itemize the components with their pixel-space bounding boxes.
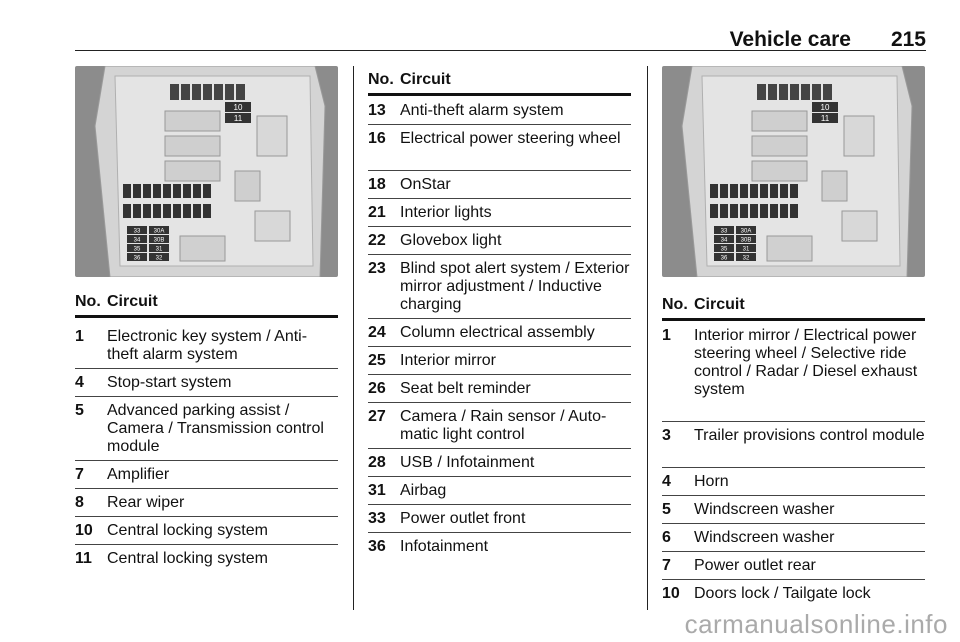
circuit-text: Advanced parking assist / Camera / Transmission control module	[107, 402, 324, 455]
row-divider	[75, 460, 338, 461]
fuse-number: 16	[368, 130, 386, 147]
circuit-text: Electrical power steering wheel	[400, 130, 621, 147]
circuit-text: Electronic key system / Anti-theft alarm system	[107, 328, 308, 363]
circuit-text: Infotainment	[400, 538, 489, 555]
table-header	[75, 291, 338, 318]
row-divider	[368, 346, 631, 347]
row-divider	[368, 504, 631, 505]
fuse-box-figure-left	[75, 66, 338, 277]
row-divider	[662, 421, 925, 422]
row-divider	[368, 448, 631, 449]
row-divider	[75, 516, 338, 517]
circuit-text: Trailer provisions control module	[694, 427, 925, 444]
row-divider	[368, 124, 631, 125]
fuse-number: 6	[662, 529, 671, 546]
header-no: No.	[75, 293, 101, 310]
fuse-table-2	[368, 69, 631, 559]
page-header	[75, 24, 926, 51]
circuit-text: Stop-start system	[107, 374, 232, 391]
fuse-number: 22	[368, 232, 386, 249]
fuse-number: 5	[662, 501, 671, 518]
header-no: No.	[662, 296, 688, 313]
fuse-number: 10	[662, 585, 680, 602]
figure-label: 34	[133, 237, 141, 244]
row-divider	[662, 467, 925, 468]
circuit-text: Horn	[694, 473, 729, 490]
circuit-text: Rear wiper	[107, 494, 185, 511]
figure-label: 10	[820, 103, 830, 112]
row-divider	[368, 532, 631, 533]
fuse-number: 31	[368, 482, 386, 499]
table-header	[368, 69, 631, 96]
circuit-text: Blind spot alert system / Exterior mirror adjustment / Inductive charging	[400, 260, 630, 313]
figure-label: 30B	[153, 237, 165, 244]
fuse-number: 4	[662, 473, 671, 490]
circuit-text: Camera / Rain sensor / Auto-matic light control	[400, 408, 607, 443]
circuit-text: Interior mirror / Electrical power steering wheel / Selective ride control / Radar / Diesel exhaust system	[694, 327, 918, 398]
fuse-number: 7	[75, 466, 84, 483]
fuse-table-1	[75, 291, 338, 591]
column-divider	[353, 66, 354, 610]
fuse-number: 7	[662, 557, 671, 574]
circuit-text: Windscreen washer	[694, 529, 835, 546]
fuse-number: 13	[368, 102, 386, 119]
row-divider	[662, 579, 925, 580]
row-divider	[662, 551, 925, 552]
fuse-number: 10	[75, 522, 93, 539]
row-divider	[75, 368, 338, 369]
circuit-text: Seat belt reminder	[400, 380, 531, 397]
header-circuit: Circuit	[400, 71, 451, 88]
circuit-text: Interior mirror	[400, 352, 497, 369]
row-divider	[368, 374, 631, 375]
fuse-number: 26	[368, 380, 386, 397]
circuit-text: Airbag	[400, 482, 447, 499]
circuit-text: Glovebox light	[400, 232, 502, 249]
circuit-text: Power outlet front	[400, 510, 526, 527]
fuse-number: 8	[75, 494, 84, 511]
figure-label: 34	[720, 237, 728, 244]
header-no: No.	[368, 71, 394, 88]
circuit-text: Anti-theft alarm system	[400, 102, 564, 119]
fuse-number: 11	[75, 550, 92, 567]
row-divider	[368, 198, 631, 199]
figure-label: 35	[133, 246, 141, 253]
figure-label: 10	[233, 103, 243, 112]
figure-label: 35	[720, 246, 728, 253]
circuit-text: OnStar	[400, 176, 451, 193]
circuit-text: Central locking system	[107, 550, 268, 567]
circuit-text: USB / Infotainment	[400, 454, 535, 471]
row-divider	[75, 396, 338, 397]
fuse-number: 1	[662, 327, 671, 344]
fuse-number: 33	[368, 510, 386, 527]
figure-label: 36	[720, 255, 728, 262]
row-divider	[662, 495, 925, 496]
circuit-text: Amplifier	[107, 466, 170, 483]
row-divider	[368, 402, 631, 403]
circuit-text: Interior lights	[400, 204, 492, 221]
fuse-box-figure-right	[662, 66, 925, 277]
figure-label: 31	[742, 246, 750, 253]
circuit-text: Doors lock / Tailgate lock	[694, 585, 871, 602]
row-divider	[75, 488, 338, 489]
fuse-number: 1	[75, 328, 84, 345]
figure-label: 33	[133, 228, 141, 235]
figure-label: 11	[233, 114, 243, 123]
fuse-number: 3	[662, 427, 671, 444]
figure-label: 30B	[740, 237, 752, 244]
fuse-number: 21	[368, 204, 386, 221]
fuse-table-3	[662, 294, 925, 602]
figure-label: 30A	[740, 228, 752, 235]
circuit-text: Windscreen washer	[694, 501, 835, 518]
header-circuit: Circuit	[694, 296, 745, 313]
fuse-number: 36	[368, 538, 386, 555]
row-divider	[368, 254, 631, 255]
row-divider	[368, 476, 631, 477]
fuse-number: 28	[368, 454, 386, 471]
circuit-text: Power outlet rear	[694, 557, 816, 574]
row-divider	[662, 523, 925, 524]
figure-label: 30A	[153, 228, 165, 235]
page-number: 215	[890, 28, 926, 51]
row-divider	[75, 544, 338, 545]
circuit-text: Central locking system	[107, 522, 268, 539]
column-divider	[647, 66, 648, 610]
fuse-number: 5	[75, 402, 84, 419]
figure-label: 32	[742, 255, 750, 262]
row-divider	[368, 318, 631, 319]
fuse-number: 25	[368, 352, 386, 369]
fuse-number: 24	[368, 324, 386, 341]
fuse-number: 4	[75, 374, 84, 391]
figure-label: 36	[133, 255, 141, 262]
table-header	[662, 294, 925, 321]
figure-label: 11	[820, 114, 830, 123]
figure-label: 32	[155, 255, 163, 262]
fuse-number: 18	[368, 176, 386, 193]
figure-label: 31	[155, 246, 163, 253]
fuse-number: 23	[368, 260, 386, 277]
section-title: Vehicle care	[729, 28, 851, 51]
row-divider	[368, 170, 631, 171]
header-circuit: Circuit	[107, 293, 158, 310]
figure-label: 33	[720, 228, 728, 235]
watermark: carmanualsonline.info	[684, 609, 948, 639]
row-divider	[368, 226, 631, 227]
fuse-number: 27	[368, 408, 386, 425]
circuit-text: Column electrical assembly	[400, 324, 595, 341]
